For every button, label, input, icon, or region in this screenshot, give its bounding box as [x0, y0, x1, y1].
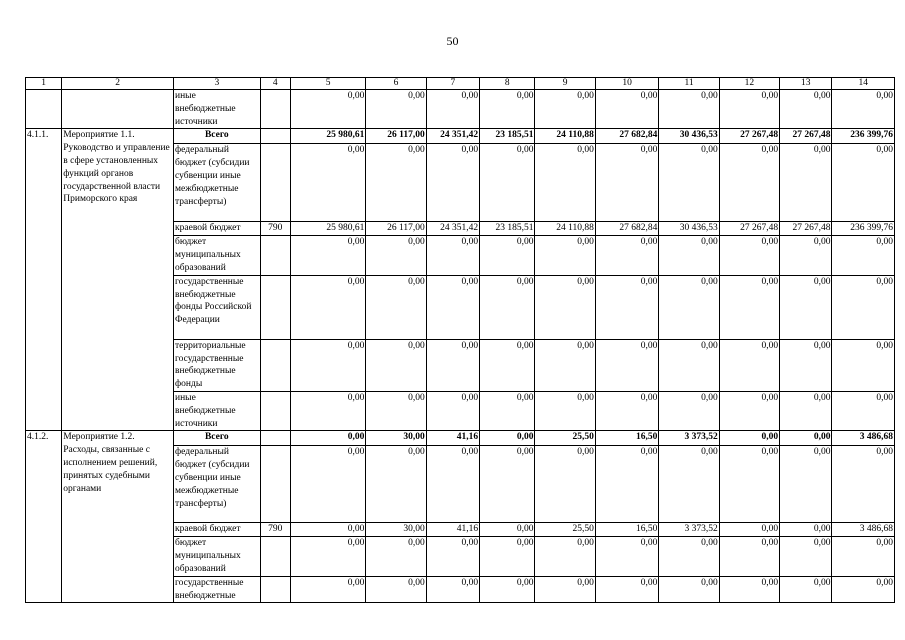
value-col-8: 0,00	[480, 537, 535, 576]
value-col-14: 0,00	[832, 144, 895, 222]
value-col-8: 23 185,51	[480, 222, 535, 236]
value-col-13: 0,00	[780, 236, 832, 275]
budget-code	[260, 446, 290, 523]
measure-name: Мероприятие 1.2. Расходы, связанные с исполнением решений, принятых судебными органами	[62, 431, 174, 603]
value-col-5: 0,00	[290, 236, 366, 275]
page-number: 50	[446, 34, 459, 48]
value-col-8: 0,00	[480, 236, 535, 275]
value-col-6: 0,00	[366, 446, 426, 523]
value-col-13: 0,00	[780, 339, 832, 391]
value-col-10: 0,00	[595, 90, 658, 129]
value-col-7: 24 351,42	[426, 222, 479, 236]
value-col-9: 0,00	[535, 90, 595, 129]
budget-code	[260, 537, 290, 576]
value-col-8: 0,00	[480, 275, 535, 339]
budget-code	[260, 275, 290, 339]
budget-code	[260, 236, 290, 275]
budget-code	[260, 339, 290, 391]
value-col-10: 0,00	[595, 446, 658, 523]
value-col-14: 0,00	[832, 275, 895, 339]
header-cell-6: 6	[366, 78, 426, 90]
value-col-10: 27 682,84	[595, 129, 658, 144]
value-col-11: 0,00	[659, 446, 719, 523]
value-col-7: 0,00	[426, 144, 479, 222]
value-col-7: 0,00	[426, 236, 479, 275]
value-col-12: 0,00	[719, 275, 779, 339]
header-cell-3: 3	[174, 78, 261, 90]
value-col-9: 0,00	[535, 144, 595, 222]
value-col-12: 0,00	[719, 391, 779, 430]
value-col-12: 0,00	[719, 576, 779, 603]
value-col-10: 0,00	[595, 275, 658, 339]
value-col-12: 27 267,48	[719, 129, 779, 144]
value-col-11: 30 436,53	[659, 129, 719, 144]
value-col-5: 0,00	[290, 537, 366, 576]
value-col-9: 25,50	[535, 431, 595, 446]
funding-source: Всего	[174, 431, 261, 446]
value-col-10: 0,00	[595, 339, 658, 391]
value-col-14: 0,00	[832, 446, 895, 523]
value-col-9: 0,00	[535, 446, 595, 523]
budget-table	[25, 77, 895, 603]
budget-code: 790	[260, 222, 290, 236]
value-col-12: 0,00	[719, 446, 779, 523]
value-col-10: 0,00	[595, 537, 658, 576]
budget-code	[260, 90, 290, 129]
value-col-9: 0,00	[535, 339, 595, 391]
value-col-6: 0,00	[366, 236, 426, 275]
header-cell-10: 10	[595, 78, 658, 90]
header-cell-12: 12	[719, 78, 779, 90]
budget-code	[260, 144, 290, 222]
value-col-11: 30 436,53	[659, 222, 719, 236]
value-col-12: 0,00	[719, 523, 779, 537]
value-col-5: 0,00	[290, 523, 366, 537]
value-col-13: 0,00	[780, 537, 832, 576]
value-col-7: 24 351,42	[426, 129, 479, 144]
value-col-6: 30,00	[366, 431, 426, 446]
value-col-9: 24 110,88	[535, 222, 595, 236]
value-col-5: 0,00	[290, 431, 366, 446]
value-col-6: 30,00	[366, 523, 426, 537]
value-col-14: 0,00	[832, 90, 895, 129]
value-col-9: 24 110,88	[535, 129, 595, 144]
header-cell-11: 11	[659, 78, 719, 90]
value-col-11: 0,00	[659, 537, 719, 576]
value-col-9: 0,00	[535, 537, 595, 576]
budget-code	[260, 129, 290, 144]
budget-code	[260, 391, 290, 430]
value-col-8: 0,00	[480, 576, 535, 603]
header-cell-9: 9	[535, 78, 595, 90]
value-col-6: 0,00	[366, 391, 426, 430]
value-col-8: 0,00	[480, 339, 535, 391]
value-col-14: 0,00	[832, 576, 895, 603]
header-cell-7: 7	[426, 78, 479, 90]
header-row	[26, 78, 895, 90]
value-col-8: 0,00	[480, 90, 535, 129]
value-col-14: 3 486,68	[832, 523, 895, 537]
funding-source: краевой бюджет	[174, 523, 261, 537]
value-col-10: 0,00	[595, 236, 658, 275]
value-col-5: 0,00	[290, 446, 366, 523]
value-col-10: 0,00	[595, 576, 658, 603]
value-col-7: 41,16	[426, 431, 479, 446]
value-col-8: 23 185,51	[480, 129, 535, 144]
value-col-14: 236 399,76	[832, 129, 895, 144]
funding-source: иные внебюджетные источники	[174, 391, 261, 430]
value-col-13: 0,00	[780, 391, 832, 430]
value-col-10: 16,50	[595, 523, 658, 537]
value-col-13: 0,00	[780, 523, 832, 537]
header-cell-2: 2	[62, 78, 174, 90]
funding-source: территориальные государственные внебюджетные фонды	[174, 339, 261, 391]
value-col-6: 0,00	[366, 576, 426, 603]
value-col-10: 27 682,84	[595, 222, 658, 236]
value-col-10: 16,50	[595, 431, 658, 446]
funding-source: государственные внебюджетные фонды Российской Федерации	[174, 275, 261, 339]
value-col-11: 0,00	[659, 144, 719, 222]
value-col-8: 0,00	[480, 391, 535, 430]
value-col-14: 0,00	[832, 391, 895, 430]
value-col-7: 0,00	[426, 339, 479, 391]
value-col-10: 0,00	[595, 391, 658, 430]
value-col-5: 0,00	[290, 90, 366, 129]
value-col-14: 0,00	[832, 537, 895, 576]
value-col-7: 0,00	[426, 275, 479, 339]
table-row	[26, 90, 895, 129]
funding-source: иные внебюджетные источники	[174, 90, 261, 129]
value-col-5: 0,00	[290, 339, 366, 391]
funding-source: федеральный бюджет (субсидии субвенции иные межбюджетные трансферты)	[174, 446, 261, 523]
value-col-14: 0,00	[832, 236, 895, 275]
value-col-5: 25 980,61	[290, 222, 366, 236]
header-cell-14: 14	[832, 78, 895, 90]
value-col-6: 0,00	[366, 144, 426, 222]
value-col-7: 0,00	[426, 391, 479, 430]
value-col-5: 0,00	[290, 144, 366, 222]
value-col-11: 0,00	[659, 576, 719, 603]
value-col-13: 0,00	[780, 576, 832, 603]
value-col-6: 26 117,00	[366, 222, 426, 236]
value-col-12: 0,00	[719, 339, 779, 391]
value-col-13: 0,00	[780, 446, 832, 523]
value-col-9: 25,50	[535, 523, 595, 537]
value-col-5: 25 980,61	[290, 129, 366, 144]
value-col-9: 0,00	[535, 275, 595, 339]
value-col-6: 0,00	[366, 537, 426, 576]
value-col-9: 0,00	[535, 391, 595, 430]
header-cell-8: 8	[480, 78, 535, 90]
value-col-11: 3 373,52	[659, 523, 719, 537]
value-col-12: 0,00	[719, 537, 779, 576]
value-col-5: 0,00	[290, 576, 366, 603]
value-col-11: 0,00	[659, 339, 719, 391]
header-cell-4: 4	[260, 78, 290, 90]
table-body	[26, 78, 895, 603]
measure-index	[26, 90, 62, 129]
value-col-6: 26 117,00	[366, 129, 426, 144]
value-col-7: 0,00	[426, 90, 479, 129]
budget-code	[260, 576, 290, 603]
value-col-6: 0,00	[366, 275, 426, 339]
funding-source: федеральный бюджет (субсидии субвенции иные межбюджетные трансферты)	[174, 144, 261, 222]
header-cell-5: 5	[290, 78, 366, 90]
table-row	[26, 431, 895, 446]
value-col-8: 0,00	[480, 144, 535, 222]
value-col-8: 0,00	[480, 523, 535, 537]
value-col-10: 0,00	[595, 144, 658, 222]
value-col-12: 27 267,48	[719, 222, 779, 236]
value-col-14: 236 399,76	[832, 222, 895, 236]
value-col-13: 27 267,48	[780, 129, 832, 144]
value-col-9: 0,00	[535, 576, 595, 603]
funding-source: Всего	[174, 129, 261, 144]
value-col-12: 0,00	[719, 90, 779, 129]
value-col-12: 0,00	[719, 236, 779, 275]
value-col-5: 0,00	[290, 391, 366, 430]
value-col-5: 0,00	[290, 275, 366, 339]
value-col-12: 0,00	[719, 144, 779, 222]
value-col-13: 0,00	[780, 431, 832, 446]
value-col-9: 0,00	[535, 236, 595, 275]
header-cell-13: 13	[780, 78, 832, 90]
value-col-6: 0,00	[366, 90, 426, 129]
value-col-11: 0,00	[659, 236, 719, 275]
header-cell-1: 1	[26, 78, 62, 90]
value-col-14: 0,00	[832, 339, 895, 391]
budget-code	[260, 431, 290, 446]
funding-source: государственные внебюджетные	[174, 576, 261, 603]
value-col-11: 0,00	[659, 90, 719, 129]
value-col-7: 41,16	[426, 523, 479, 537]
funding-source: бюджет муниципальных образований	[174, 537, 261, 576]
value-col-13: 0,00	[780, 144, 832, 222]
value-col-14: 3 486,68	[832, 431, 895, 446]
value-col-11: 3 373,52	[659, 431, 719, 446]
table-row	[26, 129, 895, 144]
value-col-13: 0,00	[780, 275, 832, 339]
value-col-7: 0,00	[426, 537, 479, 576]
measure-name: Мероприятие 1.1. Руководство и управление в сфере установленных функций органов государственной власти Приморского края	[62, 129, 174, 431]
value-col-11: 0,00	[659, 391, 719, 430]
value-col-6: 0,00	[366, 339, 426, 391]
value-col-8: 0,00	[480, 446, 535, 523]
funding-source: бюджет муниципальных образований	[174, 236, 261, 275]
value-col-12: 0,00	[719, 431, 779, 446]
value-col-11: 0,00	[659, 275, 719, 339]
value-col-7: 0,00	[426, 576, 479, 603]
value-col-13: 0,00	[780, 90, 832, 129]
measure-name	[62, 90, 174, 129]
value-col-13: 27 267,48	[780, 222, 832, 236]
value-col-7: 0,00	[426, 446, 479, 523]
measure-index: 4.1.1.	[26, 129, 62, 431]
value-col-8: 0,00	[480, 431, 535, 446]
measure-index: 4.1.2.	[26, 431, 62, 603]
funding-source: краевой бюджет	[174, 222, 261, 236]
budget-code: 790	[260, 523, 290, 537]
